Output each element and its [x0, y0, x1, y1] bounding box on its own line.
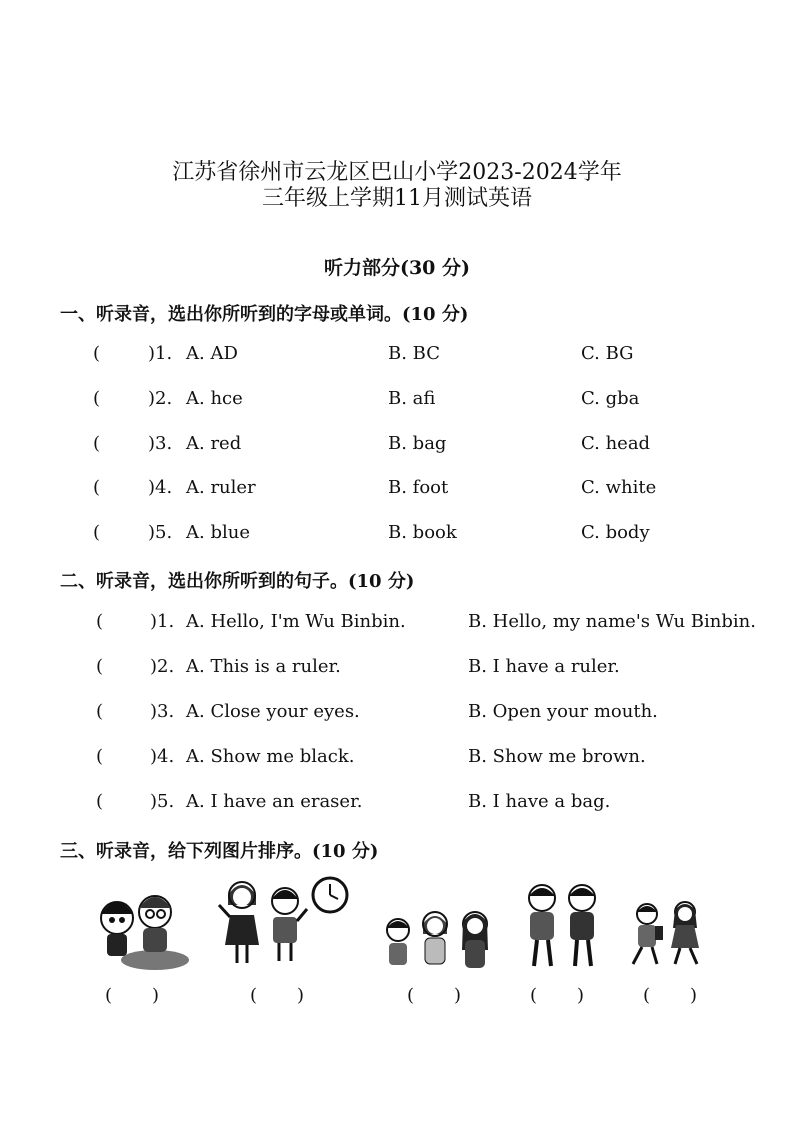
- question-number: )4.: [148, 477, 173, 498]
- question-number: )1.: [148, 343, 173, 364]
- answer-blank-open[interactable]: (: [93, 388, 101, 409]
- section-1-heading: 一、听录音，选出你所听到的字母或单词。(10 分): [60, 304, 469, 325]
- kids-walking-to-school-picture: [625, 900, 715, 970]
- section-2-heading: 二、听录音，选出你所听到的句子。(10 分): [60, 571, 415, 592]
- option-a: A. red: [186, 433, 242, 454]
- question-number: )4.: [150, 746, 175, 767]
- picture-row: [0, 880, 794, 980]
- question-number: )5.: [148, 522, 173, 543]
- option-b: B. afi: [388, 388, 436, 409]
- option-b: B. Hello, my name's Wu Binbin.: [468, 611, 756, 632]
- option-a: A. I have an eraser.: [186, 791, 363, 812]
- option-b: B. BC: [388, 343, 441, 364]
- s1-question-3: [0, 433, 794, 463]
- option-c: C. white: [581, 477, 657, 498]
- two-kids-sitting-picture: [95, 880, 190, 975]
- option-a: A. blue: [186, 522, 250, 543]
- picture-5-answer-blank[interactable]: ( ): [643, 985, 698, 1006]
- answer-blank-open[interactable]: (: [96, 611, 104, 632]
- picture-3-answer-blank[interactable]: ( ): [407, 985, 462, 1006]
- part-title: 听力部分(30 分): [323, 257, 471, 279]
- s2-question-5: [0, 791, 794, 821]
- answer-blank-open[interactable]: (: [96, 656, 104, 677]
- answer-blank-open[interactable]: (: [93, 343, 101, 364]
- option-a: A. Hello, I'm Wu Binbin.: [186, 611, 406, 632]
- question-number: )2.: [148, 388, 173, 409]
- option-b: B. bag: [388, 433, 447, 454]
- option-a: A. AD: [186, 343, 238, 364]
- question-number: )2.: [150, 656, 175, 677]
- question-number: )1.: [150, 611, 175, 632]
- answer-blank-open[interactable]: (: [93, 522, 101, 543]
- answer-blank-open[interactable]: (: [93, 477, 101, 498]
- option-a: A. hce: [186, 388, 243, 409]
- s1-question-1: [0, 343, 794, 373]
- picture-2-answer-blank[interactable]: ( ): [250, 985, 305, 1006]
- option-a: A. ruler: [186, 477, 256, 498]
- section-3-heading: 三、听录音，给下列图片排序。(10 分): [60, 841, 379, 862]
- answer-blank-open[interactable]: (: [93, 433, 101, 454]
- three-kids-greeting-picture: [380, 910, 495, 975]
- option-b: B. Open your mouth.: [468, 701, 658, 722]
- s1-question-5: [0, 522, 794, 552]
- option-b: B. I have a ruler.: [468, 656, 620, 677]
- s2-question-2: [0, 656, 794, 686]
- question-number: )5.: [150, 791, 175, 812]
- s2-question-4: [0, 746, 794, 776]
- title-line-2: 三年级上学期11月测试英语: [262, 186, 532, 211]
- option-b: B. foot: [388, 477, 449, 498]
- option-c: C. head: [581, 433, 651, 454]
- option-c: C. BG: [581, 343, 634, 364]
- question-number: )3.: [148, 433, 173, 454]
- option-c: C. gba: [581, 388, 640, 409]
- picture-4-answer-blank[interactable]: ( ): [530, 985, 585, 1006]
- option-a: A. Close your eyes.: [186, 701, 360, 722]
- option-c: C. body: [581, 522, 650, 543]
- picture-1-answer-blank[interactable]: ( ): [105, 985, 160, 1006]
- question-number: )3.: [150, 701, 175, 722]
- s1-question-2: [0, 388, 794, 418]
- boy-girl-waving-clock-picture: [215, 875, 355, 975]
- answer-blank-open[interactable]: (: [96, 791, 104, 812]
- s2-question-3: [0, 701, 794, 731]
- option-a: A. Show me black.: [186, 746, 355, 767]
- answer-blank-open[interactable]: (: [96, 701, 104, 722]
- two-boys-talking-picture: [520, 880, 610, 972]
- option-b: B. book: [388, 522, 457, 543]
- option-b: B. I have a bag.: [468, 791, 611, 812]
- option-b: B. Show me brown.: [468, 746, 646, 767]
- answer-blank-open[interactable]: (: [96, 746, 104, 767]
- title-line-1: 江苏省徐州市云龙区巴山小学2023-2024学年: [172, 160, 622, 185]
- s1-question-4: [0, 477, 794, 507]
- option-a: A. This is a ruler.: [186, 656, 341, 677]
- s2-question-1: [0, 611, 794, 641]
